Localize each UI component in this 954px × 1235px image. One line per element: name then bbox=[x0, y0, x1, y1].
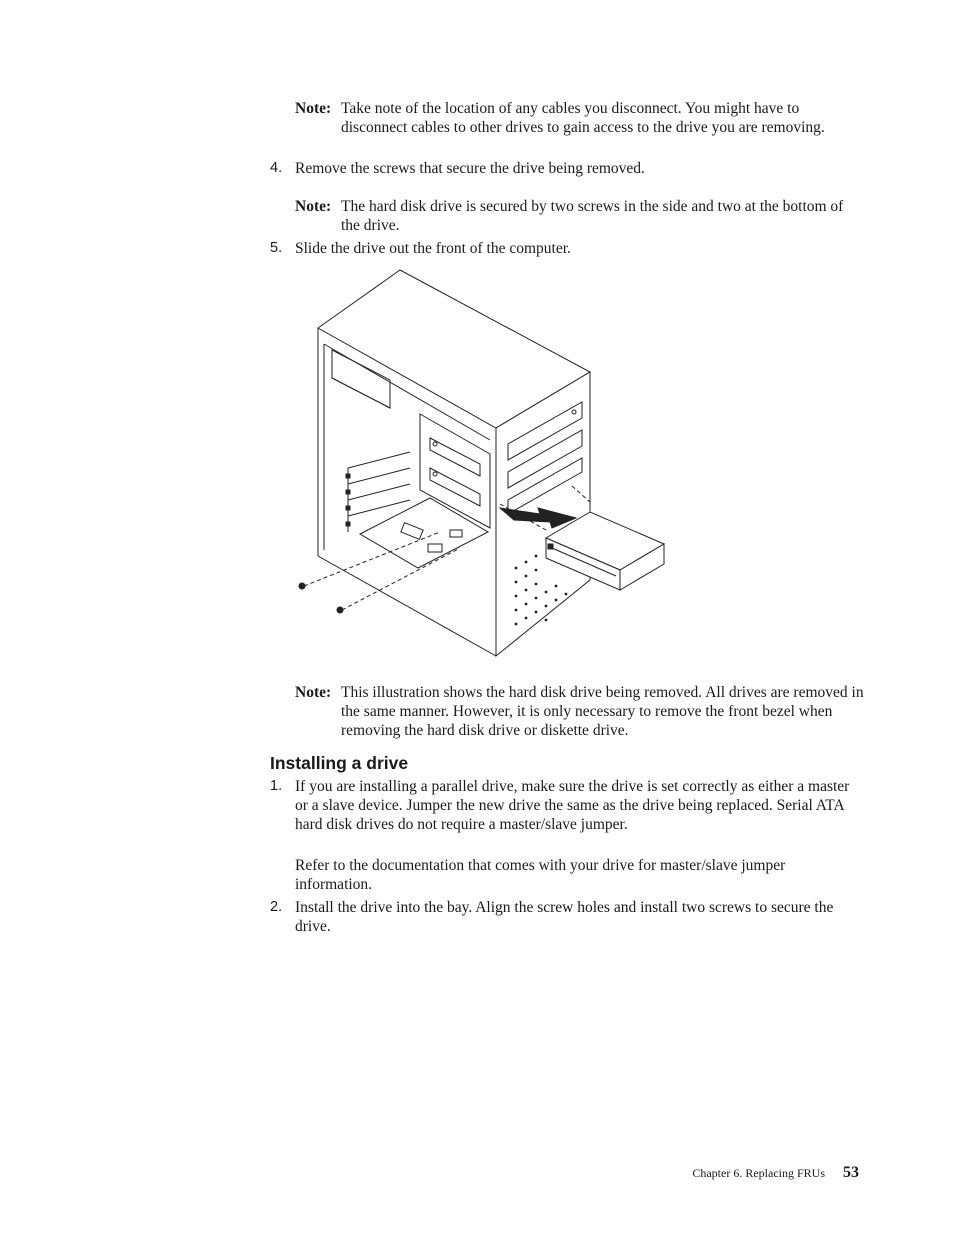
section-heading: Installing a drive bbox=[270, 753, 409, 773]
step-number: 4. bbox=[270, 160, 283, 176]
install-step-1 bbox=[270, 777, 850, 834]
step-text: If you are installing a parallel drive, make sure the drive is set correctly as either a master or a slave device. Jumper the new drive the same as the drive being replaced. Serial ATA hard disk drives do not require a master/slave jumper. bbox=[295, 778, 850, 833]
step-number: 1. bbox=[270, 778, 283, 794]
install-step-2 bbox=[270, 898, 850, 936]
note-text: Take note of the location of any cables you disconnect. You might have to disconnect cables to other drives to gain access to the drive you are removing. bbox=[341, 100, 825, 136]
step-text: Remove the screws that secure the drive being removed. bbox=[295, 160, 645, 177]
drive-removal-illustration bbox=[290, 268, 680, 668]
note-label: Note: bbox=[295, 198, 332, 215]
page-number: 53 bbox=[843, 1164, 859, 1181]
note-illustration bbox=[295, 683, 865, 740]
note-screws bbox=[295, 197, 865, 235]
chapter-title: Chapter 6. Replacing FRUs bbox=[692, 1166, 825, 1180]
note-text: The hard disk drive is secured by two screws in the side and two at the bottom of the drive. bbox=[341, 198, 844, 234]
note-label: Note: bbox=[295, 684, 332, 701]
step-4 bbox=[270, 159, 850, 178]
install-step-1-followup: Refer to the documentation that comes with your drive for master/slave jumper information. bbox=[295, 857, 786, 893]
step-number: 5. bbox=[270, 240, 283, 256]
step-number: 2. bbox=[270, 899, 283, 915]
note-cables bbox=[295, 99, 865, 137]
step-5 bbox=[270, 239, 850, 258]
step-text: Slide the drive out the front of the computer. bbox=[295, 240, 571, 257]
note-label: Note: bbox=[295, 100, 332, 117]
step-text: Install the drive into the bay. Align the screw holes and install two screws to secure the drive. bbox=[295, 899, 834, 935]
page-footer bbox=[692, 1163, 859, 1183]
note-text: This illustration shows the hard disk drive being removed. All drives are removed in the same manner. However, it is only necessary to remove the front bezel when removing the hard disk drive or diskette drive. bbox=[341, 684, 864, 739]
